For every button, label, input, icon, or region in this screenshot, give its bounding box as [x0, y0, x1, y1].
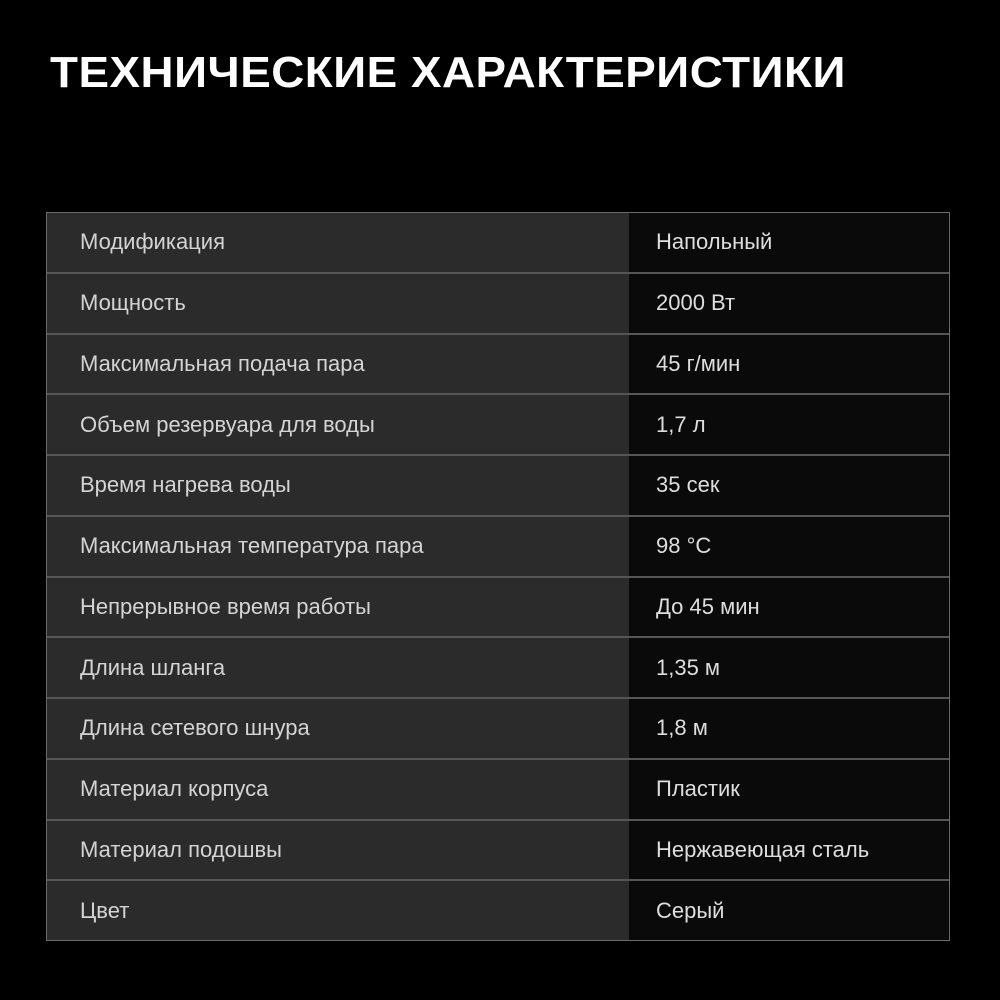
table-row — [47, 699, 949, 760]
spec-table — [46, 212, 950, 941]
spec-value: 1,7 л — [629, 395, 949, 454]
spec-value: 1,35 м — [629, 638, 949, 697]
table-row — [47, 395, 949, 456]
spec-label: Модификация — [47, 213, 629, 272]
spec-value: 2000 Вт — [629, 274, 949, 333]
spec-label: Максимальная температура пара — [47, 517, 629, 576]
table-row — [47, 274, 949, 335]
spec-label: Максимальная подача пара — [47, 335, 629, 394]
table-row — [47, 517, 949, 578]
spec-value: 45 г/мин — [629, 335, 949, 394]
spec-value: До 45 мин — [629, 578, 949, 637]
spec-label: Объем резервуара для воды — [47, 395, 629, 454]
spec-label: Длина шланга — [47, 638, 629, 697]
spec-value: Напольный — [629, 213, 949, 272]
table-row — [47, 335, 949, 396]
spec-value: Серый — [629, 881, 949, 940]
spec-value: Пластик — [629, 760, 949, 819]
spec-label: Материал корпуса — [47, 760, 629, 819]
spec-label: Материал подошвы — [47, 821, 629, 880]
spec-label: Цвет — [47, 881, 629, 940]
table-row — [47, 821, 949, 882]
table-row — [47, 881, 949, 940]
table-row — [47, 638, 949, 699]
table-row — [47, 578, 949, 639]
table-row — [47, 760, 949, 821]
spec-value: 98 °C — [629, 517, 949, 576]
table-row — [47, 456, 949, 517]
spec-label: Длина сетевого шнура — [47, 699, 629, 758]
spec-label: Непрерывное время работы — [47, 578, 629, 637]
spec-value: 35 сек — [629, 456, 949, 515]
spec-value: Нержавеющая сталь — [629, 821, 949, 880]
spec-label: Время нагрева воды — [47, 456, 629, 515]
spec-label: Мощность — [47, 274, 629, 333]
spec-value: 1,8 м — [629, 699, 949, 758]
page-title: ТЕХНИЧЕСКИЕ ХАРАКТЕРИСТИКИ — [50, 48, 846, 97]
table-row — [47, 213, 949, 274]
